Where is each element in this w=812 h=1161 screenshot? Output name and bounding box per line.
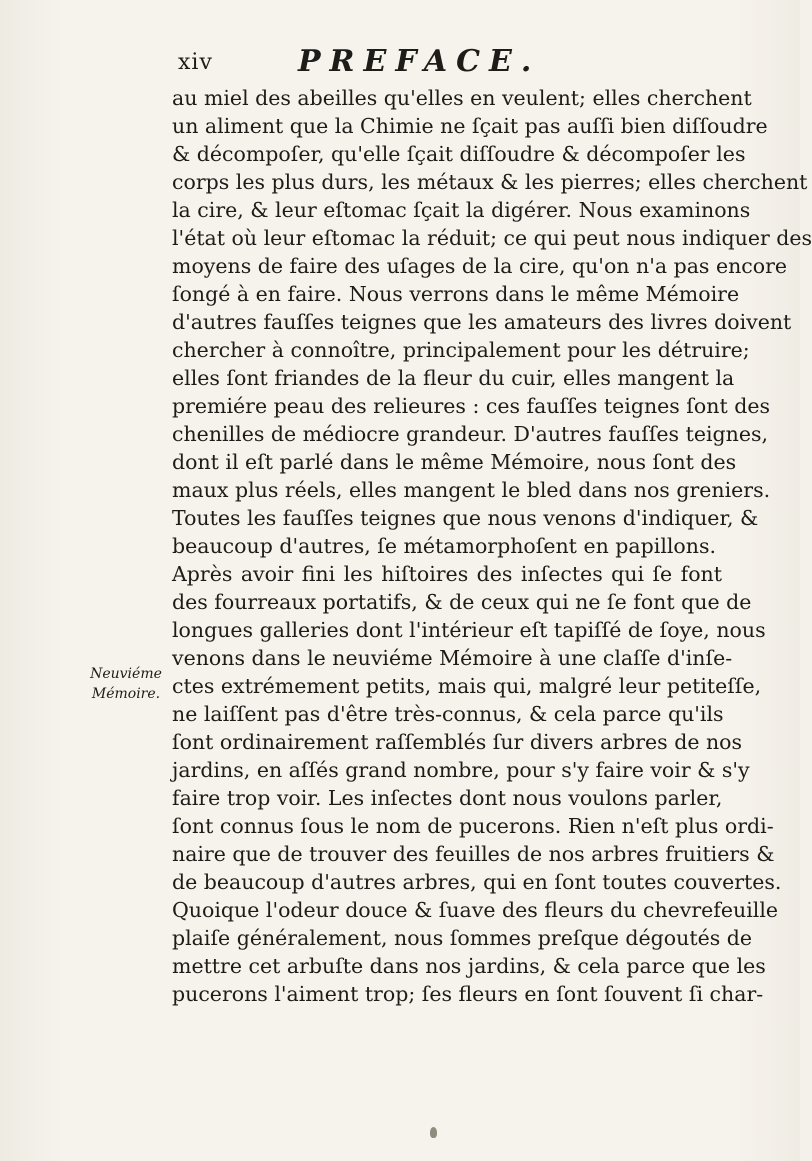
text-line: l'état où leur eſtomac la réduit; ce qui peut nous indiquer des — [172, 226, 812, 250]
text-line: & décompoſer, qu'elle ſçait diſſoudre & décompoſer les — [172, 142, 746, 166]
text-line: maux plus réels, elles mangent le bled dans nos greniers. — [172, 478, 771, 502]
text-line: beaucoup d'autres, ſe métamorphoſent en papillons. — [172, 534, 717, 558]
text-line: ſont ordinairement raſſemblés ſur divers arbres de nos — [172, 730, 743, 754]
text-line: Toutes les fauſſes teignes que nous venons d'indiquer, & — [172, 506, 759, 530]
text-line: jardins, en aſſés grand nombre, pour s'y faire voir & s'y — [172, 758, 750, 782]
text-line: des fourreaux portatifs, & de ceux qui ne ſe font que de — [172, 590, 752, 614]
text-line: mettre cet arbuſte dans nos jardins, & cela parce que les — [172, 954, 766, 978]
text-line: Après avoir fini les hiſtoires des inſectes qui ſe font — [172, 562, 722, 586]
margin-note-line: Mémoire. — [91, 686, 161, 702]
text-line: d'autres fauſſes teignes que les amateurs des livres doivent — [172, 310, 792, 334]
text-line: naire que de trouver des feuilles de nos arbres fruitiers & — [172, 842, 775, 866]
text-line: ſont connus ſous le nom de pucerons. Rien n'eſt plus ordi- — [172, 814, 774, 838]
text-line: chercher à connoître, principalement pour les détruire; — [172, 338, 750, 362]
running-title: PREFACE. — [298, 44, 541, 79]
text-line: ſongé à en faire. Nous verrons dans le même Mémoire — [172, 282, 740, 306]
text-line: longues galleries dont l'intérieur eſt tapiſſé de ſoye, nous — [172, 618, 766, 642]
page-number: xiv — [178, 50, 213, 75]
text-line: un aliment que la Chimie ne ſçait pas auſſi bien diſſoudre — [172, 114, 768, 138]
text-line: faire trop voir. Les inſectes dont nous voulons parler, — [172, 786, 723, 810]
margin-note-line: Neuviéme — [90, 666, 162, 682]
text-line: Quoique l'odeur douce & ſuave des fleurs du chevrefeuille — [172, 898, 779, 922]
text-line: plaiſe généralement, nous ſommes preſque dégoutés de — [172, 926, 752, 950]
ink-stain — [430, 1127, 437, 1138]
text-line: corps les plus durs, les métaux & les pierres; elles cherchent — [172, 170, 808, 194]
margin-note — [86, 664, 166, 704]
text-line: pucerons l'aiment trop; ſes fleurs en ſont ſouvent ſi char- — [172, 982, 764, 1006]
text-line: chenilles de médiocre grandeur. D'autres fauſſes teignes, — [172, 422, 769, 446]
text-line: ctes extrémement petits, mais qui, malgré leur petiteſſe, — [172, 674, 762, 698]
text-line: de beaucoup d'autres arbres, qui en ſont toutes couvertes. — [172, 870, 782, 894]
text-line: ne laiſſent pas d'être très-connus, & cela parce qu'ils — [172, 702, 724, 726]
text-line: dont il eſt parlé dans le même Mémoire, nous ſont des — [172, 450, 737, 474]
text-line: au miel des abeilles qu'elles en veulent; elles cherchent — [172, 86, 752, 110]
page-header — [178, 44, 618, 84]
text-line: elles ſont friandes de la fleur du cuir, elles mangent la — [172, 366, 735, 390]
text-line: la cire, & leur eſtomac ſçait la digérer. Nous examinons — [172, 198, 751, 222]
text-line: venons dans le neuviéme Mémoire à une claſſe d'inſe- — [172, 646, 733, 670]
text-line: premiére peau des relieures : ces fauſſes teignes ſont des — [172, 394, 770, 418]
text-line: moyens de faire des uſages de la cire, qu'on n'a pas encore — [172, 254, 788, 278]
body-text — [172, 84, 812, 1008]
